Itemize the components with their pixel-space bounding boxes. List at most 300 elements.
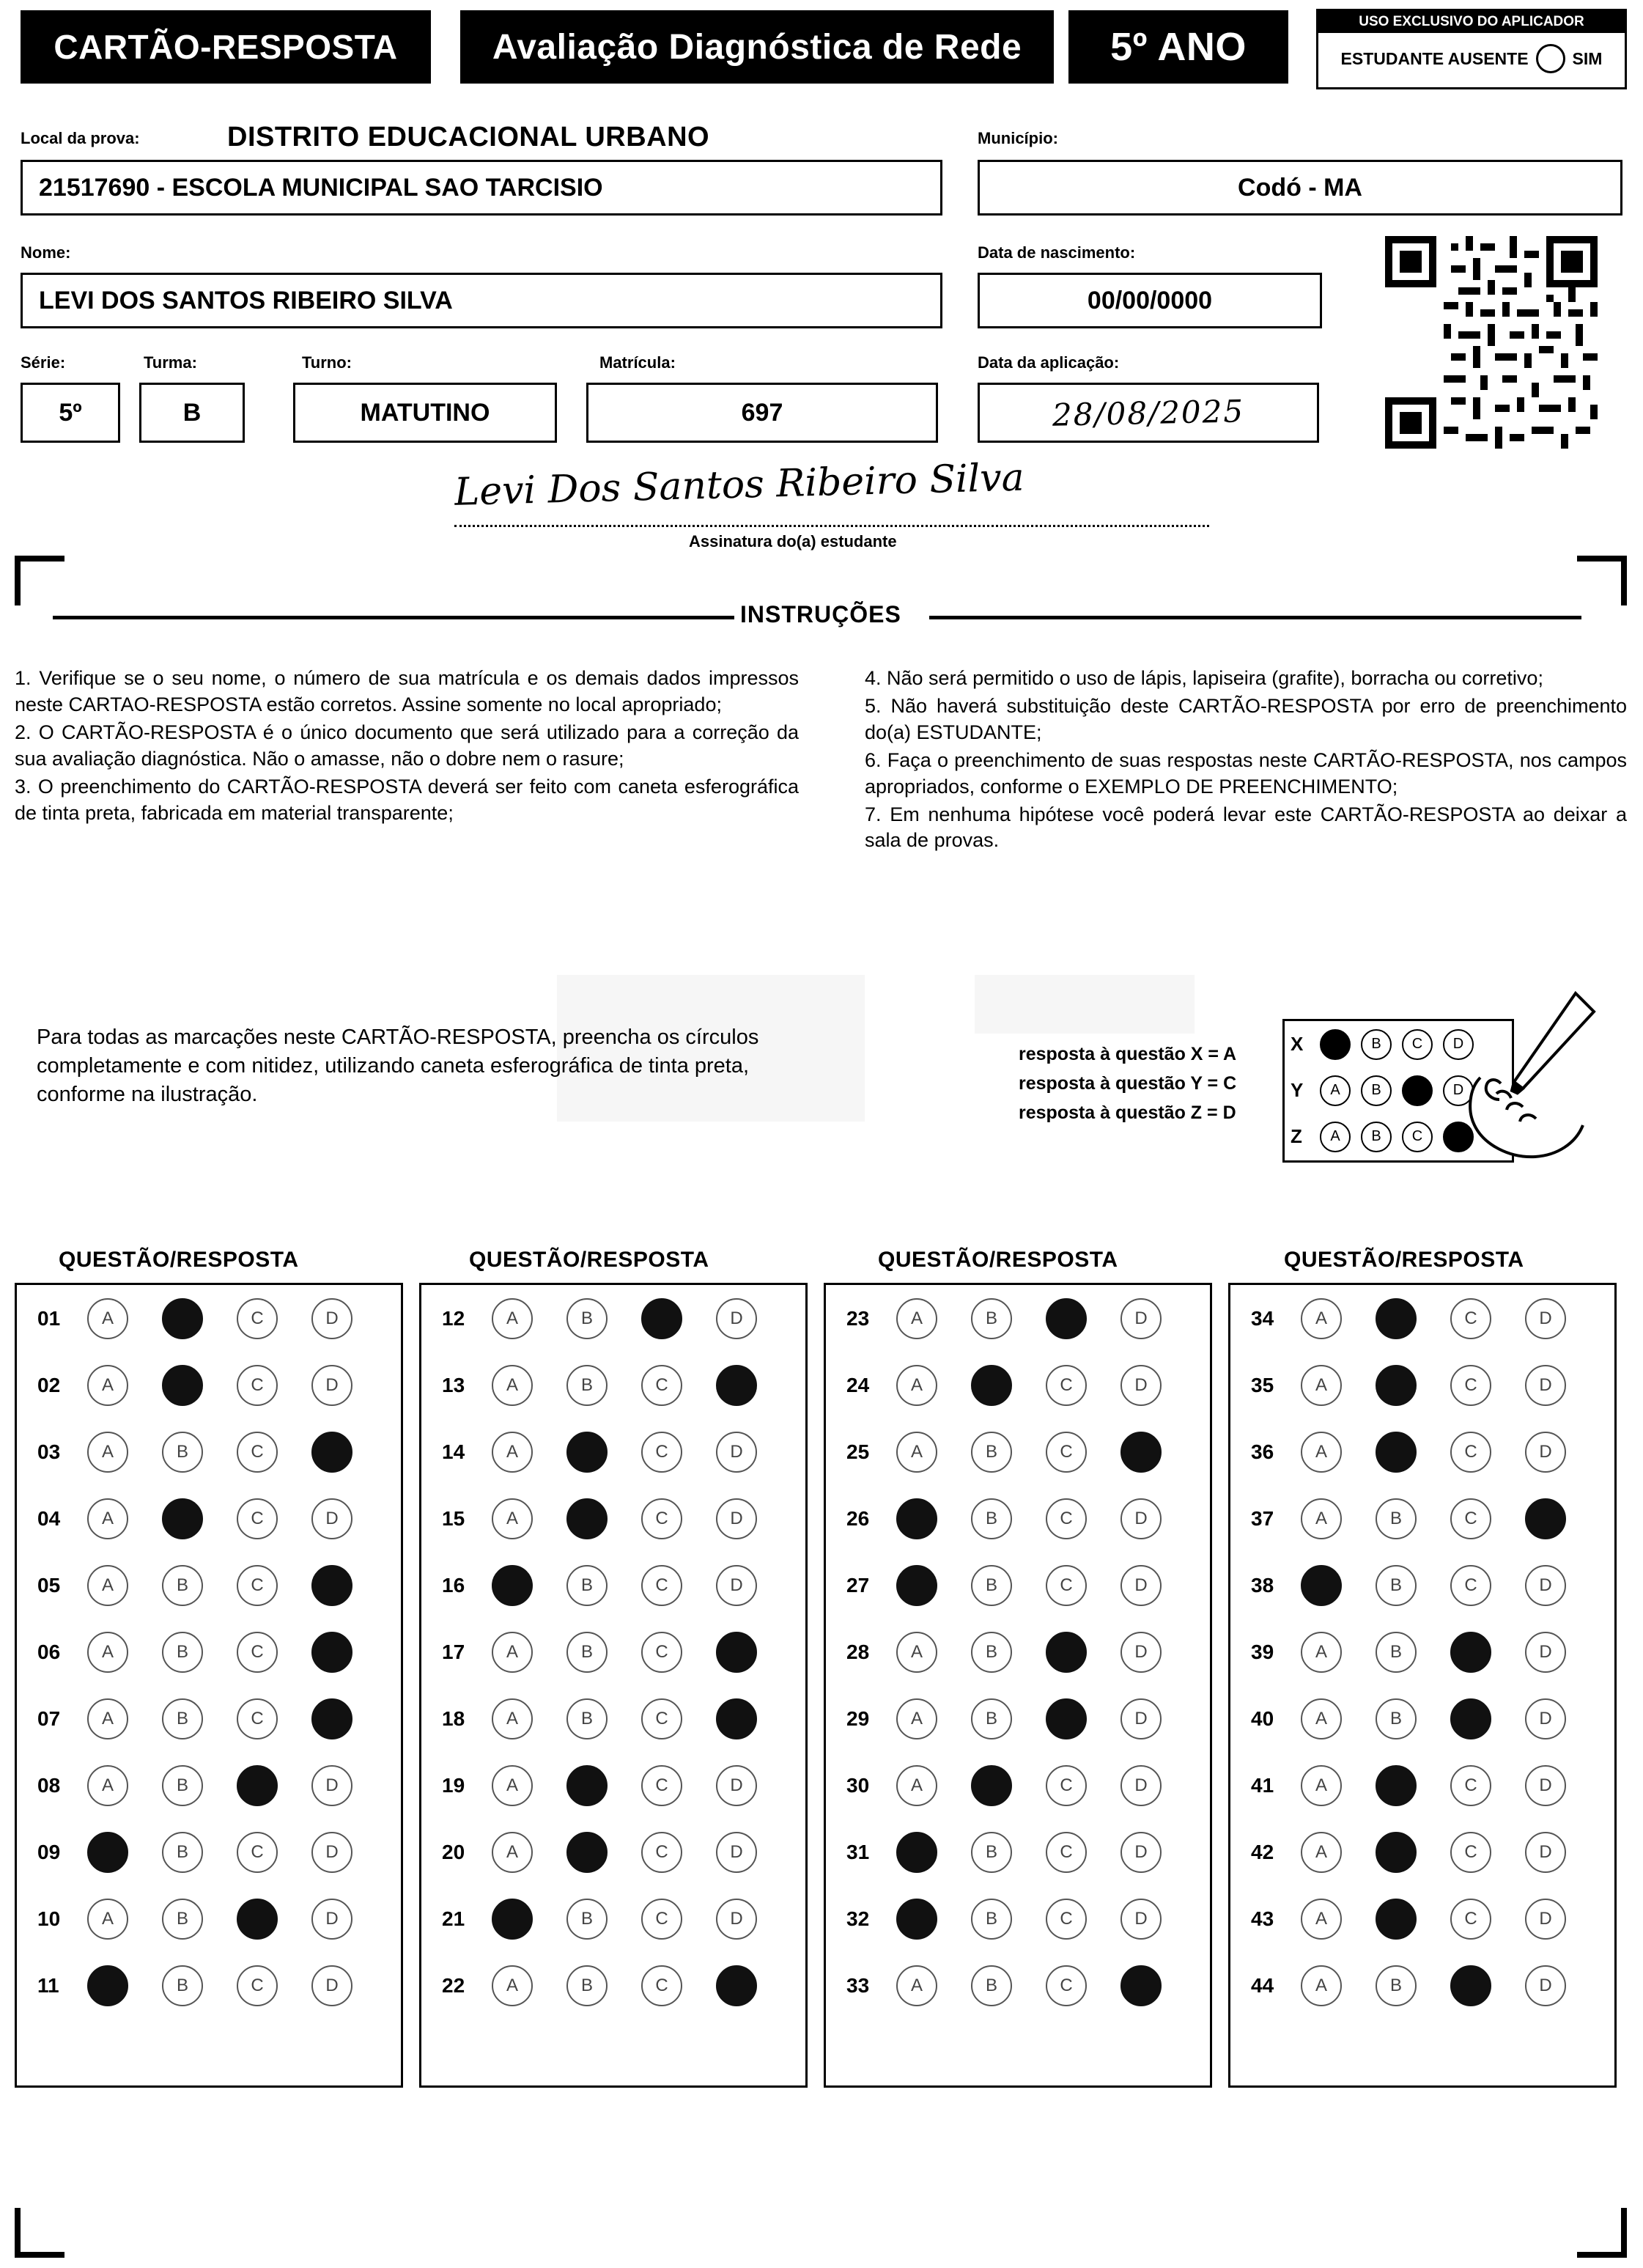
answer-bubble-d[interactable] (1120, 1899, 1162, 1940)
header-card-label: CARTÃO-RESPOSTA (21, 10, 431, 84)
answer-bubble-c[interactable] (641, 1965, 682, 2006)
answer-bubble-b[interactable] (1376, 1965, 1417, 2006)
answer-bubble-d[interactable] (311, 1832, 352, 1873)
answer-bubble-a[interactable] (492, 1365, 533, 1406)
answer-bubble-a[interactable] (1301, 1432, 1342, 1473)
answer-bubble-a[interactable] (1301, 1965, 1342, 2006)
answer-bubble-d[interactable] (716, 1298, 757, 1339)
question-row (1230, 1752, 1614, 1819)
applicator-box (1316, 9, 1627, 89)
example-bubble-b[interactable]: B (1361, 1075, 1392, 1106)
answer-bubble-d[interactable] (1120, 1365, 1162, 1406)
answer-bubble-c[interactable] (641, 1698, 682, 1739)
question-number: 20 (442, 1840, 465, 1863)
answer-bubble-a[interactable] (896, 1632, 937, 1673)
answer-bubble-d[interactable] (1525, 1632, 1566, 1673)
example-bubble-c[interactable]: C (1402, 1122, 1433, 1152)
question-number: 05 (37, 1573, 61, 1597)
answer-bubble-d[interactable] (311, 1765, 352, 1806)
answer-bubble-label: D (1134, 1374, 1148, 1395)
answer-bubble-a[interactable] (492, 1765, 533, 1806)
answer-bubble-d[interactable] (1120, 1832, 1162, 1873)
answer-bubble-label: A (1315, 1641, 1327, 1662)
answer-bubble-b[interactable] (1376, 1632, 1417, 1673)
data-aplicacao-label: Data da aplicação: (978, 353, 1120, 372)
answer-bubble-d[interactable] (716, 1632, 757, 1673)
answer-bubble-label: C (1464, 1775, 1477, 1795)
answer-bubble-a[interactable] (1301, 1298, 1342, 1339)
document-header (21, 7, 1622, 89)
answer-bubble-label: C (1464, 1908, 1477, 1929)
answer-bubble-b[interactable] (1376, 1765, 1417, 1806)
answer-bubble-d[interactable] (311, 1432, 352, 1473)
answer-bubble-label: C (1060, 1975, 1073, 1995)
answer-bubble-a[interactable] (1301, 1565, 1342, 1606)
answer-bubble-c[interactable] (1450, 1565, 1491, 1606)
answer-bubble-b[interactable] (971, 1965, 1012, 2006)
answer-bubble-label: D (1134, 1508, 1148, 1528)
answer-bubble-a[interactable] (492, 1498, 533, 1539)
answer-bubble-d[interactable] (716, 1698, 757, 1739)
answer-bubble-b[interactable] (1376, 1565, 1417, 1606)
answer-bubble-a[interactable] (492, 1432, 533, 1473)
answer-bubble-d[interactable] (716, 1899, 757, 1940)
answer-bubble-a[interactable] (492, 1965, 533, 2006)
answer-bubble-d[interactable] (1525, 1832, 1566, 1873)
question-row (826, 1352, 1210, 1418)
answer-bubble-d[interactable] (1120, 1632, 1162, 1673)
hand-with-pen-icon (1466, 990, 1598, 1173)
answer-bubble-label: A (910, 1975, 923, 1995)
answer-bubble-b[interactable] (162, 1698, 203, 1739)
answer-bubble-a[interactable] (87, 1432, 128, 1473)
question-number: 39 (1251, 1640, 1274, 1663)
answer-bubble-d[interactable] (716, 1432, 757, 1473)
answer-bubble-d[interactable] (716, 1832, 757, 1873)
answer-bubble-b[interactable] (162, 1432, 203, 1473)
answer-bubble-a[interactable] (492, 1899, 533, 1940)
answer-bubble-label: B (176, 1641, 188, 1662)
nascimento-label: Data de nascimento: (978, 243, 1136, 262)
question-number: 40 (1251, 1706, 1274, 1730)
answer-bubble-a[interactable] (492, 1298, 533, 1339)
question-number: 27 (846, 1573, 870, 1597)
answer-bubble-c[interactable] (1450, 1765, 1491, 1806)
absent-bubble[interactable] (1536, 44, 1565, 73)
answer-bubble-label: A (910, 1641, 923, 1662)
answer-bubble-label: D (730, 1841, 743, 1862)
answer-bubble-label: C (655, 1641, 668, 1662)
question-number: 21 (442, 1907, 465, 1930)
question-row (17, 1819, 401, 1885)
answer-bubble-c[interactable] (237, 1565, 278, 1606)
answer-bubble-c[interactable] (641, 1365, 682, 1406)
answer-bubble-a[interactable] (1301, 1899, 1342, 1940)
column-title-2: QUESTÃO/RESPOSTA (469, 1248, 709, 1272)
answer-bubble-a[interactable] (896, 1498, 937, 1539)
header-title: Avaliação Diagnóstica de Rede (460, 10, 1054, 84)
answer-bubble-b[interactable] (566, 1632, 608, 1673)
answer-bubble-a[interactable] (1301, 1632, 1342, 1673)
answer-bubble-label: D (325, 1374, 339, 1395)
answer-bubble-b[interactable] (971, 1298, 1012, 1339)
answer-bubble-d[interactable] (1525, 1432, 1566, 1473)
answer-bubble-d[interactable] (716, 1498, 757, 1539)
column-title-1: QUESTÃO/RESPOSTA (59, 1248, 299, 1272)
answer-bubble-a[interactable] (1301, 1698, 1342, 1739)
example-bubble-a[interactable] (1320, 1029, 1351, 1060)
corner-mark-top-left (15, 556, 64, 605)
answer-bubble-a[interactable] (87, 1498, 128, 1539)
answer-column-3 (824, 1283, 1212, 2088)
answer-bubble-b[interactable] (566, 1832, 608, 1873)
answer-bubble-b[interactable] (566, 1899, 608, 1940)
answer-bubble-a[interactable] (1301, 1365, 1342, 1406)
answer-bubble-d[interactable] (1525, 1565, 1566, 1606)
question-row (1230, 1819, 1614, 1885)
question-number: 38 (1251, 1573, 1274, 1597)
answer-bubble-b[interactable] (971, 1432, 1012, 1473)
answer-bubble-a[interactable] (1301, 1498, 1342, 1539)
answer-bubble-d[interactable] (716, 1365, 757, 1406)
answer-bubble-d[interactable] (716, 1765, 757, 1806)
answer-bubble-a[interactable] (87, 1365, 128, 1406)
question-row (17, 1418, 401, 1485)
answer-bubble-b[interactable] (971, 1832, 1012, 1873)
qr-code-icon (1385, 236, 1598, 449)
answer-bubble-c[interactable] (1450, 1832, 1491, 1873)
answer-bubble-label: D (1134, 1841, 1148, 1862)
answer-bubble-d[interactable] (311, 1498, 352, 1539)
answer-bubble-a[interactable] (1301, 1765, 1342, 1806)
answer-bubble-d[interactable] (311, 1632, 352, 1673)
applicator-label: USO EXCLUSIVO DO APLICADOR (1318, 11, 1625, 33)
answer-bubble-c[interactable] (237, 1365, 278, 1406)
instructions-title: INSTRUÇÕES (740, 601, 901, 627)
answer-bubble-d[interactable] (311, 1565, 352, 1606)
answer-bubble-c[interactable] (641, 1565, 682, 1606)
answer-bubble-a[interactable] (492, 1698, 533, 1739)
answer-bubble-b[interactable] (1376, 1899, 1417, 1940)
answer-bubble-a[interactable] (492, 1832, 533, 1873)
answer-bubble-c[interactable] (1450, 1698, 1491, 1739)
data-aplicacao-box (978, 383, 1319, 443)
answer-bubble-a[interactable] (492, 1632, 533, 1673)
answer-bubble-c[interactable] (237, 1698, 278, 1739)
answer-bubble-b[interactable] (1376, 1498, 1417, 1539)
answer-bubble-c[interactable] (237, 1432, 278, 1473)
answer-bubble-label: C (1464, 1841, 1477, 1862)
answer-bubble-c[interactable] (1450, 1365, 1491, 1406)
instruction-item: 1. Verifique se o seu nome, o número de sua matrícula e os demais dados impressos neste CARTAO-RESPOSTA estão corretos. Assine somente no local apropriado; (15, 667, 799, 715)
question-number: 29 (846, 1706, 870, 1730)
serie-value: 5º (59, 398, 82, 427)
answer-bubble-c[interactable] (1046, 1432, 1087, 1473)
instruction-item: 3. O preenchimento do CARTÃO-RESPOSTA deverá ser feito com caneta esferográfica de tinta preta, fabricada em material transparente; (15, 775, 799, 824)
question-number: 31 (846, 1840, 870, 1863)
question-row (1230, 1885, 1614, 1952)
example-bubble-a[interactable]: A (1320, 1122, 1351, 1152)
question-row (421, 1885, 805, 1952)
answer-bubble-d[interactable] (311, 1698, 352, 1739)
question-number: 09 (37, 1840, 61, 1863)
absent-yes-label: SIM (1572, 48, 1603, 68)
answer-bubble-b[interactable] (566, 1432, 608, 1473)
answer-bubble-b[interactable] (162, 1832, 203, 1873)
example-answer-list (1019, 1039, 1236, 1127)
question-row (826, 1819, 1210, 1885)
answer-bubble-d[interactable] (1525, 1298, 1566, 1339)
answer-bubble-b[interactable] (566, 1965, 608, 2006)
signature-label: Assinatura do(a) estudante (689, 532, 897, 551)
answer-bubble-d[interactable] (1525, 1498, 1566, 1539)
answer-bubble-a[interactable] (896, 1365, 937, 1406)
answer-bubble-a[interactable] (896, 1698, 937, 1739)
answer-bubble-a[interactable] (896, 1899, 937, 1940)
answer-bubble-label: B (985, 1575, 997, 1595)
answer-bubble-d[interactable] (1120, 1765, 1162, 1806)
answer-bubble-c[interactable] (1046, 1765, 1087, 1806)
answer-bubble-label: C (251, 1374, 264, 1395)
answer-bubble-label: A (506, 1441, 518, 1462)
answer-bubble-c[interactable] (641, 1498, 682, 1539)
answer-bubble-b[interactable] (566, 1498, 608, 1539)
student-name: LEVI DOS SANTOS RIBEIRO SILVA (39, 286, 453, 314)
answer-bubble-label: C (1464, 1575, 1477, 1595)
answer-bubble-c[interactable] (1450, 1965, 1491, 2006)
answer-bubble-b[interactable] (566, 1765, 608, 1806)
answer-bubble-a[interactable] (492, 1565, 533, 1606)
answer-bubble-c[interactable] (237, 1765, 278, 1806)
answer-bubble-label: C (655, 1841, 668, 1862)
answer-bubble-d[interactable] (311, 1298, 352, 1339)
answer-bubble-a[interactable] (896, 1432, 937, 1473)
answer-bubble-b[interactable] (162, 1298, 203, 1339)
answer-bubble-label: B (176, 1575, 188, 1595)
answer-bubble-c[interactable] (237, 1899, 278, 1940)
question-row (826, 1619, 1210, 1685)
answer-bubble-c[interactable] (1450, 1298, 1491, 1339)
answer-bubble-c[interactable] (237, 1498, 278, 1539)
answer-bubble-c[interactable] (1046, 1698, 1087, 1739)
question-row (826, 1685, 1210, 1752)
answer-bubble-label: B (1389, 1708, 1402, 1728)
answer-bubble-label: C (251, 1441, 264, 1462)
instruction-item: 2. O CARTÃO-RESPOSTA é o único documento que será utilizado para a correção da sua avaliação diagnóstica. Não o amasse, não o dobre nem o rasure; (15, 721, 799, 770)
answer-bubble-a[interactable] (87, 1832, 128, 1873)
answer-bubble-d[interactable] (1120, 1698, 1162, 1739)
answer-bubble-a[interactable] (896, 1965, 937, 2006)
answer-bubble-c[interactable] (237, 1632, 278, 1673)
example-bubble-c[interactable]: C (1402, 1029, 1433, 1060)
answer-bubble-b[interactable] (971, 1565, 1012, 1606)
answer-bubble-c[interactable] (641, 1298, 682, 1339)
answer-bubble-c[interactable] (641, 1632, 682, 1673)
example-bubble-c[interactable] (1402, 1075, 1433, 1106)
example-text: Para todas as marcações neste CARTÃO-RESPOSTA, preencha os círculos completamente e com nitidez, utilizando caneta esferográfica de tinta preta, conforme na ilustração. (37, 1026, 759, 1107)
question-row (421, 1685, 805, 1752)
answer-bubble-a[interactable] (1301, 1832, 1342, 1873)
answer-bubble-label: C (1060, 1841, 1073, 1862)
question-number: 16 (442, 1573, 465, 1597)
answer-bubble-b[interactable] (971, 1899, 1012, 1940)
answer-bubble-label: B (580, 1908, 593, 1929)
question-number: 15 (442, 1506, 465, 1530)
answer-bubble-c[interactable] (237, 1298, 278, 1339)
answer-bubble-label: A (506, 1374, 518, 1395)
question-row (421, 1418, 805, 1485)
example-bubble-a[interactable]: A (1320, 1075, 1351, 1106)
answer-bubble-label: B (176, 1841, 188, 1862)
question-row (1230, 1418, 1614, 1485)
answer-bubble-c[interactable] (1450, 1899, 1491, 1940)
answer-bubble-b[interactable] (1376, 1298, 1417, 1339)
answer-bubble-label: C (251, 1641, 264, 1662)
municipio-box (978, 160, 1622, 216)
answer-bubble-d[interactable] (311, 1965, 352, 2006)
answer-bubble-a[interactable] (87, 1765, 128, 1806)
answer-bubble-label: A (506, 1975, 518, 1995)
example-bubble-d[interactable]: D (1443, 1075, 1474, 1106)
answer-bubble-d[interactable] (716, 1965, 757, 2006)
answer-bubble-d[interactable] (716, 1565, 757, 1606)
answer-bubble-b[interactable] (1376, 1432, 1417, 1473)
answer-bubble-label: A (101, 1308, 114, 1328)
matricula-value: 697 (741, 398, 783, 427)
answer-bubble-b[interactable] (971, 1498, 1012, 1539)
answer-bubble-b[interactable] (162, 1498, 203, 1539)
answer-bubble-c[interactable] (1046, 1632, 1087, 1673)
answer-bubble-c[interactable] (641, 1832, 682, 1873)
answer-bubble-a[interactable] (896, 1298, 937, 1339)
matricula-label: Matrícula: (599, 353, 676, 372)
question-number: 04 (37, 1506, 61, 1530)
answer-bubble-b[interactable] (566, 1365, 608, 1406)
answer-bubble-d[interactable] (1120, 1498, 1162, 1539)
answer-bubble-b[interactable] (971, 1365, 1012, 1406)
answer-bubble-d[interactable] (1525, 1765, 1566, 1806)
answer-bubble-c[interactable] (1046, 1965, 1087, 2006)
answer-bubble-c[interactable] (641, 1765, 682, 1806)
answer-bubble-a[interactable] (87, 1965, 128, 2006)
answer-bubble-d[interactable] (1525, 1365, 1566, 1406)
answer-bubble-label: B (580, 1975, 593, 1995)
answer-bubble-b[interactable] (971, 1632, 1012, 1673)
answer-bubble-label: C (1060, 1508, 1073, 1528)
question-row (17, 1352, 401, 1418)
answer-bubble-label: D (325, 1908, 339, 1929)
answer-bubble-d[interactable] (1525, 1965, 1566, 2006)
answer-bubble-d[interactable] (1120, 1565, 1162, 1606)
answer-bubble-b[interactable] (566, 1565, 608, 1606)
example-row-label: Y (1291, 1079, 1304, 1101)
student-signature: Levi Dos Santos Ribeiro Silva (454, 455, 1025, 515)
answer-bubble-a[interactable] (896, 1765, 937, 1806)
answer-bubble-d[interactable] (1120, 1298, 1162, 1339)
column-title-3: QUESTÃO/RESPOSTA (878, 1248, 1118, 1272)
answer-bubble-b[interactable] (566, 1698, 608, 1739)
answer-bubble-b[interactable] (162, 1565, 203, 1606)
question-row (17, 1952, 401, 2019)
question-row (826, 1485, 1210, 1552)
instruction-item: 6. Faça o preenchimento de suas respostas neste CARTÃO-RESPOSTA, nos campos apropriados, conforme o EXEMPLO DE PREENCHIMENTO; (865, 748, 1627, 798)
nascimento-box (978, 273, 1322, 328)
answer-bubble-d[interactable] (1120, 1432, 1162, 1473)
answer-bubble-b[interactable] (162, 1365, 203, 1406)
example-row-label: X (1291, 1033, 1304, 1055)
answer-bubble-label: B (580, 1308, 593, 1328)
answer-bubble-c[interactable] (1450, 1632, 1491, 1673)
answer-bubble-c[interactable] (1450, 1432, 1491, 1473)
answer-bubble-c[interactable] (1450, 1498, 1491, 1539)
answer-bubble-a[interactable] (87, 1632, 128, 1673)
question-row (17, 1285, 401, 1352)
answer-bubble-c[interactable] (1046, 1365, 1087, 1406)
answer-bubble-label: B (1389, 1575, 1402, 1595)
question-number: 43 (1251, 1907, 1274, 1930)
municipio-value: Codó - MA (1238, 173, 1362, 202)
question-number: 08 (37, 1773, 61, 1797)
answer-bubble-c[interactable] (1046, 1298, 1087, 1339)
answer-bubble-c[interactable] (1046, 1832, 1087, 1873)
answer-bubble-b[interactable] (162, 1765, 203, 1806)
answer-bubble-b[interactable] (162, 1965, 203, 2006)
answer-bubble-a[interactable] (896, 1565, 937, 1606)
example-bubble-d[interactable]: D (1443, 1029, 1474, 1060)
answer-bubble-d[interactable] (1525, 1899, 1566, 1940)
answer-bubble-a[interactable] (87, 1698, 128, 1739)
answer-bubble-label: B (985, 1975, 997, 1995)
answer-bubble-d[interactable] (1525, 1698, 1566, 1739)
answer-bubble-c[interactable] (1046, 1498, 1087, 1539)
answer-bubble-a[interactable] (87, 1298, 128, 1339)
answer-bubble-b[interactable] (971, 1765, 1012, 1806)
answer-bubble-c[interactable] (237, 1832, 278, 1873)
answer-bubble-b[interactable] (162, 1899, 203, 1940)
answer-bubble-label: A (101, 1508, 114, 1528)
answer-bubble-d[interactable] (311, 1365, 352, 1406)
answer-bubble-label: D (325, 1975, 339, 1995)
example-bubble-b[interactable]: B (1361, 1122, 1392, 1152)
answer-bubble-d[interactable] (1120, 1965, 1162, 2006)
answer-bubble-label: A (101, 1775, 114, 1795)
answer-bubble-c[interactable] (641, 1899, 682, 1940)
answer-bubble-d[interactable] (311, 1899, 352, 1940)
answer-bubble-b[interactable] (162, 1632, 203, 1673)
answer-bubble-b[interactable] (971, 1698, 1012, 1739)
question-number: 36 (1251, 1440, 1274, 1463)
answer-bubble-b[interactable] (1376, 1698, 1417, 1739)
answer-bubble-label: A (506, 1708, 518, 1728)
answer-bubble-a[interactable] (896, 1832, 937, 1873)
answer-bubble-c[interactable] (641, 1432, 682, 1473)
question-row (1230, 1552, 1614, 1619)
answer-bubble-a[interactable] (87, 1899, 128, 1940)
answer-bubble-a[interactable] (87, 1565, 128, 1606)
question-number: 19 (442, 1773, 465, 1797)
answer-bubble-label: B (985, 1308, 997, 1328)
answer-bubble-c[interactable] (237, 1965, 278, 2006)
answer-bubble-c[interactable] (1046, 1899, 1087, 1940)
answer-bubble-b[interactable] (566, 1298, 608, 1339)
answer-bubble-c[interactable] (1046, 1565, 1087, 1606)
answer-bubble-b[interactable] (1376, 1365, 1417, 1406)
answer-bubble-b[interactable] (1376, 1832, 1417, 1873)
question-number: 34 (1251, 1306, 1274, 1330)
answer-bubble-label: B (176, 1441, 188, 1462)
example-bubble-b[interactable]: B (1361, 1029, 1392, 1060)
turma-label: Turma: (144, 353, 197, 372)
